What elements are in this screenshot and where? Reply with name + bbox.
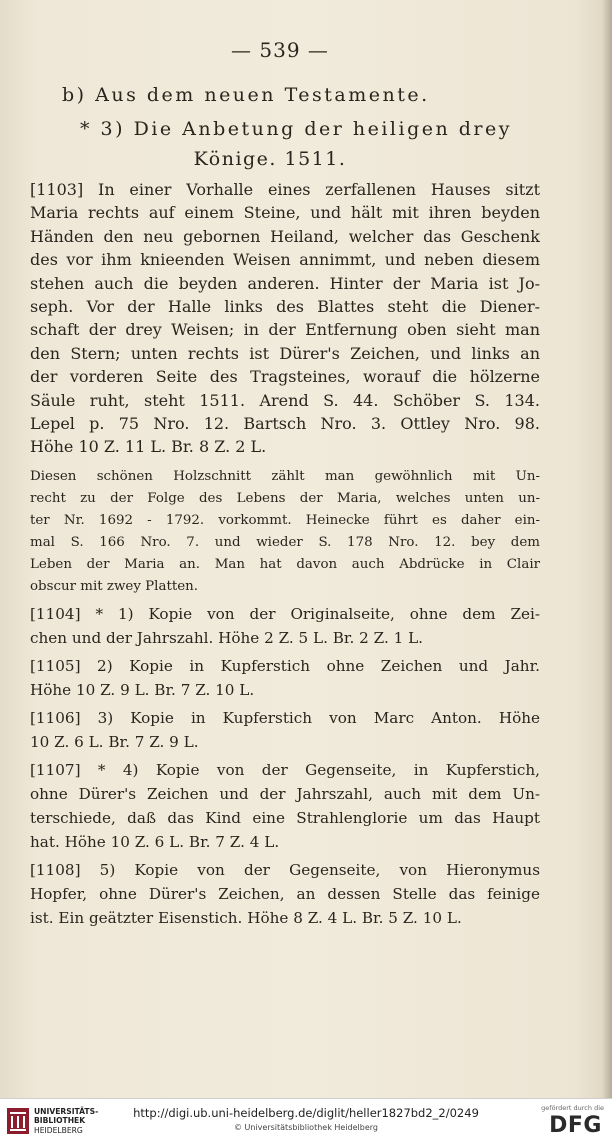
text-line: terschiede, daß das Kind eine Strahlenglorie um das Haupt	[30, 809, 540, 827]
text-line: 10 Z. 6 L. Br. 7 Z. 9 L.	[30, 733, 199, 751]
funding-note: gefördert durch die	[541, 1104, 604, 1112]
text-line: [1108] 5) Kopie von der Gegenseite, von Hieronymus	[30, 861, 540, 879]
text-line: Leben der Maria an. Man hat davon auch Abdrücke in Clair	[30, 557, 540, 572]
entry-1105	[30, 654, 540, 702]
item-title-line-1: * 3) Die Anbetung der heiligen drey	[80, 118, 512, 140]
page-edge-shadow	[602, 0, 612, 1098]
permalink-url[interactable]: http://digi.ub.uni-heidelberg.de/diglit/heller1827bd2_2/0249	[133, 1106, 479, 1120]
item-title-line-2: Könige. 1511.	[193, 148, 347, 170]
text-line: [1103] In einer Vorhalle eines zerfallenen Hauses sitzt	[30, 180, 540, 199]
text-line: Säule ruht, steht 1511. Arend S. 44. Schöber S. 134.	[30, 390, 540, 410]
text-line: Lepel p. 75 Nro. 12. Bartsch Nro. 3. Ottley Nro. 98.	[30, 414, 540, 434]
text-line: stehen auch die beyden anderen. Hinter der Maria ist Jo-	[30, 273, 540, 293]
text-line: Maria rechts auf einem Steine, und hält mit ihren beyden	[30, 203, 540, 223]
text-line: ter Nr. 1692 - 1792. vorkommt. Heinecke führt es daher ein-	[30, 513, 540, 528]
text-line: des vor ihm knieenden Weisen annimmt, und neben diesem	[30, 250, 540, 270]
text-line: Diesen schönen Holzschnitt zählt man gewöhnlich mit Un-	[30, 469, 540, 484]
copyright-notice: © Universitätsbibliothek Heidelberg	[233, 1123, 378, 1132]
entry-1107	[30, 758, 540, 854]
page-number: — 539 —	[231, 38, 329, 62]
library-name-line-1: UNIVERSITÄTS-	[34, 1107, 99, 1116]
text-line: Höhe 10 Z. 11 L. Br. 8 Z. 2 L.	[30, 437, 267, 457]
dfg-logo: DFG	[549, 1113, 602, 1138]
text-line: recht zu der Folge des Lebens der Maria, welches unten un-	[30, 491, 540, 506]
text-line: den Stern; unten rechts ist Dürer's Zeichen, und links an	[30, 343, 540, 363]
text-line: der vorderen Seite des Tragsteines, worauf die hölzerne	[30, 367, 540, 387]
text-line: Hopfer, ohne Dürer's Zeichen, an dessen Stelle das feinige	[30, 885, 540, 903]
text-line: [1104] * 1) Kopie von der Originalseite, ohne dem Zei-	[30, 605, 540, 623]
text-line: ohne Dürer's Zeichen und der Jahrszahl, auch mit dem Un-	[30, 785, 540, 803]
section-heading: b) Aus dem neuen Testamente.	[62, 84, 430, 106]
library-name-line-2: BIBLIOTHEK	[34, 1116, 86, 1126]
library-name-line-3: HEIDELBERG	[34, 1125, 83, 1135]
text-line: hat. Höhe 10 Z. 6 L. Br. 7 Z. 4 L.	[30, 833, 280, 851]
entry-1106	[30, 706, 540, 754]
text-line: mal S. 166 Nro. 7. und wieder S. 178 Nro. 12. bey dem	[30, 535, 540, 550]
entry-1103-description	[30, 178, 540, 459]
text-line: [1105] 2) Kopie in Kupferstich ohne Zeichen und Jahr.	[30, 657, 540, 675]
text-line: Höhe 10 Z. 9 L. Br. 7 Z. 10 L.	[30, 681, 255, 699]
text-line: seph. Vor der Halle links des Blattes steht die Diener-	[30, 297, 540, 317]
text-line: [1107] * 4) Kopie von der Gegenseite, in Kupferstich,	[30, 761, 540, 779]
text-line: obscur mit zwey Platten.	[30, 579, 199, 594]
footnote-paragraph	[30, 466, 540, 598]
viewer-footer	[0, 1098, 612, 1143]
entry-1104	[30, 602, 540, 650]
text-line: chen und der Jahrszahl. Höhe 2 Z. 5 L. Br. 2 Z. 1 L.	[30, 629, 424, 647]
text-line: [1106] 3) Kopie in Kupferstich von Marc Anton. Höhe	[30, 709, 540, 727]
entry-1108	[30, 858, 540, 930]
text-line: ist. Ein geätzter Eisenstich. Höhe 8 Z. 4 L. Br. 5 Z. 10 L.	[30, 909, 462, 927]
text-line: schaft der drey Weisen; in der Entfernung oben sieht man	[30, 320, 540, 340]
text-line: Händen den neu gebornen Heiland, welcher das Geschenk	[30, 226, 540, 246]
